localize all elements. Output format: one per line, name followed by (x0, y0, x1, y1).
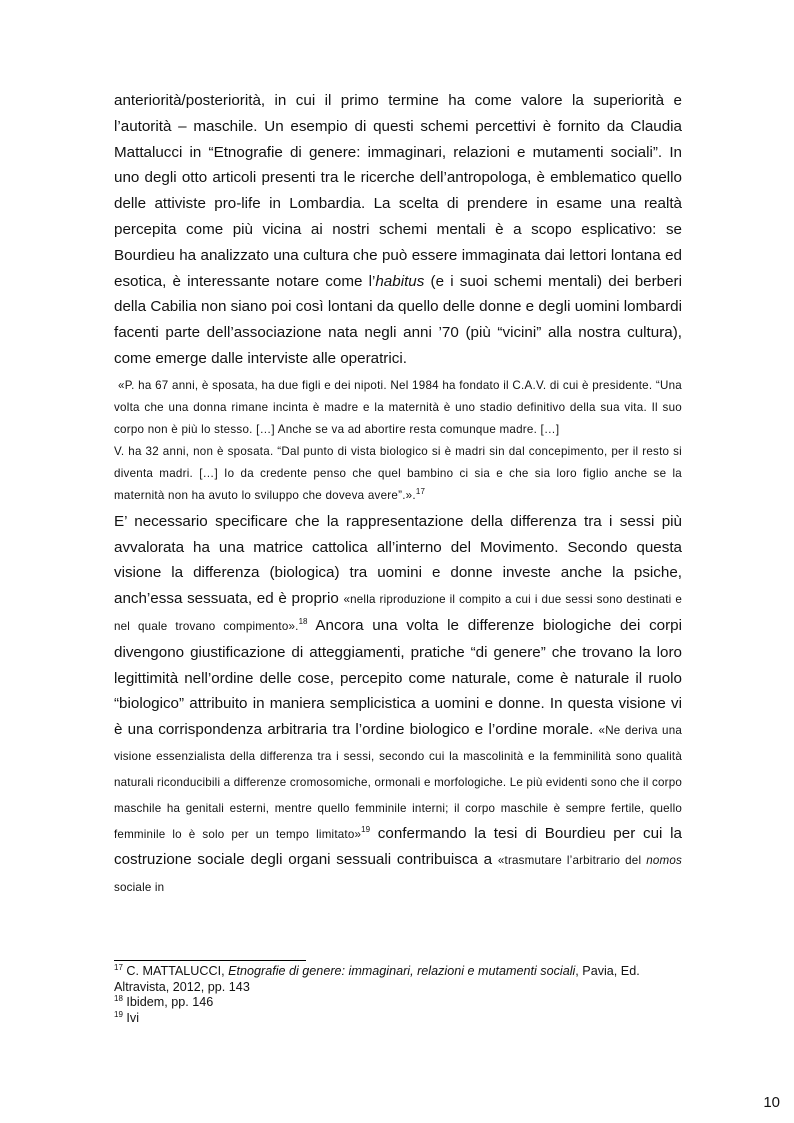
paragraph-1 (114, 88, 682, 372)
page-number: 10 (763, 1094, 780, 1111)
footnote-number-17: 17 (114, 962, 123, 972)
footnote-17 (114, 964, 682, 995)
footnote-ref-18[interactable]: 18 (298, 616, 308, 626)
page-body (114, 88, 682, 901)
footnotes (114, 964, 682, 1026)
footnote-19 (114, 1011, 682, 1027)
paragraph-2-text-c: confermando la tesi di Bourdieu per cui la costruzione sociale degli organi sessuali contribuisca a (114, 825, 683, 869)
paragraph-1-text: anteriorità/posteriorità, in cui il primo termine ha come valore la superiorità e l’autorità – maschile. Un esempio di questi schemi percettivi è fornito da Claudia Mattalucci in “Etnografie di genere: immaginari, relazioni e mutamenti sociali”. In uno degli otto articoli presenti tra le ricerche dell’antropologa, è emblematico quello delle attiviste pro-life in Lombardia. La scelta di prendere in esame una realtà percepita come più vicina ai nostri schemi mentali è a scopo esplicativo: se Bourdieu ha analizzato una cultura che può essere immaginata dai lettori lontana ed esotica, è interessante notare come l’ (114, 92, 682, 290)
footnote-number-19: 19 (114, 1009, 123, 1019)
footnote-ref-17[interactable]: 17 (415, 486, 426, 496)
footnote-number-18: 18 (114, 993, 123, 1003)
footnote-18-text: Ibidem, pp. 146 (122, 995, 214, 1009)
footnote-17-title: Etnografie di genere: immaginari, relazioni e mutamenti sociali (228, 964, 576, 978)
italic-nomos: nomos (646, 854, 682, 868)
inline-quote-3: «trasmutare l’arbitrario del (497, 854, 647, 868)
paragraph-2-text-a: E’ necessario specificare che la rappresentazione della differenza tra i sessi più avvalorata ha una matrice cattolica all’interno del Movimento. Secondo questa visione la differenza (biologica) tra uomini e donne investe anche la psiche, anch’essa sessuata, ed è proprio (114, 512, 682, 608)
footnote-ref-19[interactable]: 19 (361, 825, 371, 835)
block-quote (114, 375, 682, 507)
paragraph-1-end: (e i suoi schemi mentali) dei berberi della Cabilia non siano poi così lontani da quello delle donne e degli uomini lombardi facenti parte dell’associazione nata negli anni ’70 (più “vicini” alla nostra cultura), come emerge dalle interviste alle operatrici. (114, 272, 682, 367)
footnote-17-author: C. MATTALUCCI, (122, 964, 229, 978)
footnote-separator (114, 960, 306, 961)
quote-interview-p: «P. ha 67 anni, è sposata, ha due figli e dei nipoti. Nel 1984 ha fondato il C.A.V. di cui è presidente. “Una volta che una donna rimane incinta è madre e la maternità è uno stadio definitivo della sua vita. Il suo corpo non è più lo stesso. […] Anche se va ad abortire resta comunque madre. […] (114, 378, 682, 436)
quote-interview-v-text: V. ha 32 anni, non è sposata. “Dal punto di vista biologico si è madri sin dal concepimento, per il resto si diventa madri. […] Io da credente penso che quel bambino ci sia e che sia loro figlio anche se la maternità non ha avuto lo sviluppo che doveva avere”.». (114, 444, 682, 502)
inline-quote-1: «nella riproduzione il compito a cui i due sessi sono destinati e nel quale trovano compimento». (114, 593, 682, 633)
footnote-19-text: Ivi (122, 1010, 139, 1025)
paragraph-2-text-b: Ancora una volta le differenze biologiche dei corpi divengono giustificazione di atteggiamenti, pratiche “di genere” che trovano la loro legittimità nell’ordine delle cose, percepito come naturale, come è naturale il ruolo “biologico” attribuito in maniera semplicistica a uomini e donne. In questa visione vi è una corrispondenza arbitraria tra l’ordine biologico e l’ordine morale. (114, 616, 682, 739)
footnote-17-publisher: , Pavia, Ed. Altravista, 2012, pp. 143 (114, 964, 640, 994)
inline-quote-2: «Ne deriva una visione essenzialista della differenza tra i sessi, secondo cui la mascolinità e la femminilità sono qualità naturali riconducibili a differenze cromosomiche, ormonali e morfologiche. Le più evidenti sono che il corpo maschile ha genitali esterni, mentre quello femminile interni; il corpo maschile è sempre fertile, quello femminile lo è solo per un tempo limitato» (114, 724, 682, 842)
footnote-18 (114, 995, 682, 1011)
paragraph-2 (114, 509, 682, 901)
inline-quote-3-end: sociale in (114, 880, 165, 894)
quote-interview-v (114, 441, 682, 507)
italic-habitus: habitus (375, 272, 425, 290)
